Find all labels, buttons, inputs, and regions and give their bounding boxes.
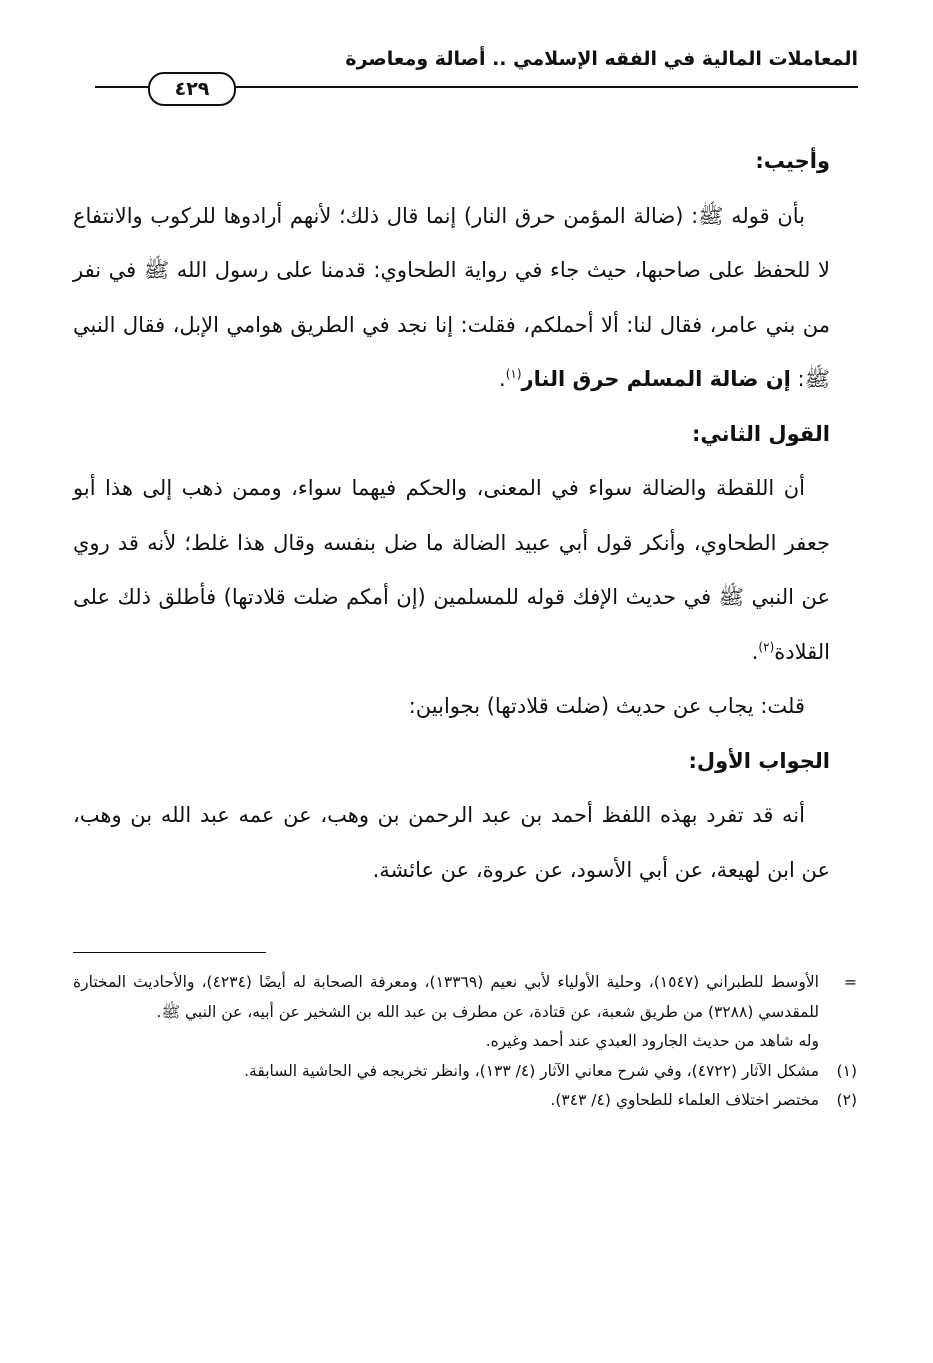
answer-heading: وأجيب:: [755, 149, 830, 173]
paragraph-1-end: .: [499, 367, 506, 391]
footnote-ref-1: (١): [505, 367, 522, 381]
paragraph-2-end: .: [751, 639, 759, 664]
paragraph-1: [73, 189, 830, 407]
footnote-ref-2: (٢): [758, 639, 775, 654]
footnote-continuation: [73, 968, 859, 1027]
footnote-continuation-text-2: وله شاهد من حديث الجارود العبدي عند أحمد وغيره.: [485, 1032, 819, 1050]
footnotes: [73, 968, 859, 1116]
footnote-rule: [73, 952, 266, 953]
footnote-1-text: مشكل الآثار (٤٧٢٢)، وفي شرح معاني الآثار (٤/ ١٣٣)، وانظر تخريجه في الحاشية السابقة.: [244, 1061, 819, 1080]
footnote-continuation-2: [73, 1027, 859, 1057]
paragraph-2: [73, 461, 830, 679]
footnote-2: [73, 1086, 859, 1116]
second-view-heading: القول الثاني:: [692, 421, 830, 446]
first-answer-heading: الجواب الأول:: [688, 748, 830, 773]
footnote-2-mark: (٢): [836, 1091, 857, 1109]
running-title: المعاملات المالية في الفقه الإسلامي .. أصالة ومعاصرة: [345, 48, 858, 70]
page-number: ٤٢٩: [148, 72, 236, 106]
paragraph-2-text: أن اللقطة والضالة سواء في المعنى، والحكم فيهما سواء، وممن ذهب إلى هذا أبو جعفر الطحاوي، وأنكر قول أبي عبيد الضالة ما ضل بنفسه وقال هذا غلط؛ لأنه قد روي عن النبي ﷺ في حديث الإفك قوله للمسلمين (إن أمكم ضلت قلادتها) فأطلق ذلك على القلادة: [73, 476, 830, 664]
paragraph-1-text: بأن قوله ﷺ: (ضالة المؤمن حرق النار) إنما قال ذلك؛ لأنهم أرادوها للركوب والانتفاع لا للحفظ على صاحبها، حيث جاء في رواية الطحاوي: قدمنا على رسول الله ﷺ في نفر من بني عامر، فقال لنا: ألا أحملكم، فقلت: إنا نجد في الطريق هوامي الإبل، فقال النبي ﷺ:: [73, 203, 830, 391]
hadith-quote: إن ضالة المسلم حرق النار: [521, 367, 791, 391]
paragraph-3: قلت: يجاب عن حديث (ضلت قلادتها) بجوابين:: [408, 694, 805, 718]
footnote-continuation-text: الأوسط للطبراني (١٥٤٧)، وحلية الأولياء لأبي نعيم (١٣٣٦٩)، ومعرفة الصحابة له أيضًا (٤٢٣٤)، والأحاديث المختارة للمقدسي (٣٢٨٨) من طريق شعبة، عن قتادة، عن مطرف بن عبد الله بن الشخير عن أبيه، عن النبي ﷺ.: [73, 973, 819, 1021]
continuation-mark: =: [844, 973, 857, 991]
paragraph-4: أنه قد تفرد بهذه اللفظ أحمد بن عبد الرحمن بن وهب، عن عمه عبد الله بن وهب، عن ابن لهيعة، عن أبي الأسود، عن عروة، عن عائشة.: [73, 803, 830, 882]
footnote-1-mark: (١): [836, 1061, 857, 1080]
footnote-1: [73, 1057, 859, 1087]
footnote-2-text: مختصر اختلاف العلماء للطحاوي (٤/ ٣٤٣).: [550, 1091, 819, 1109]
main-text: [73, 134, 830, 897]
